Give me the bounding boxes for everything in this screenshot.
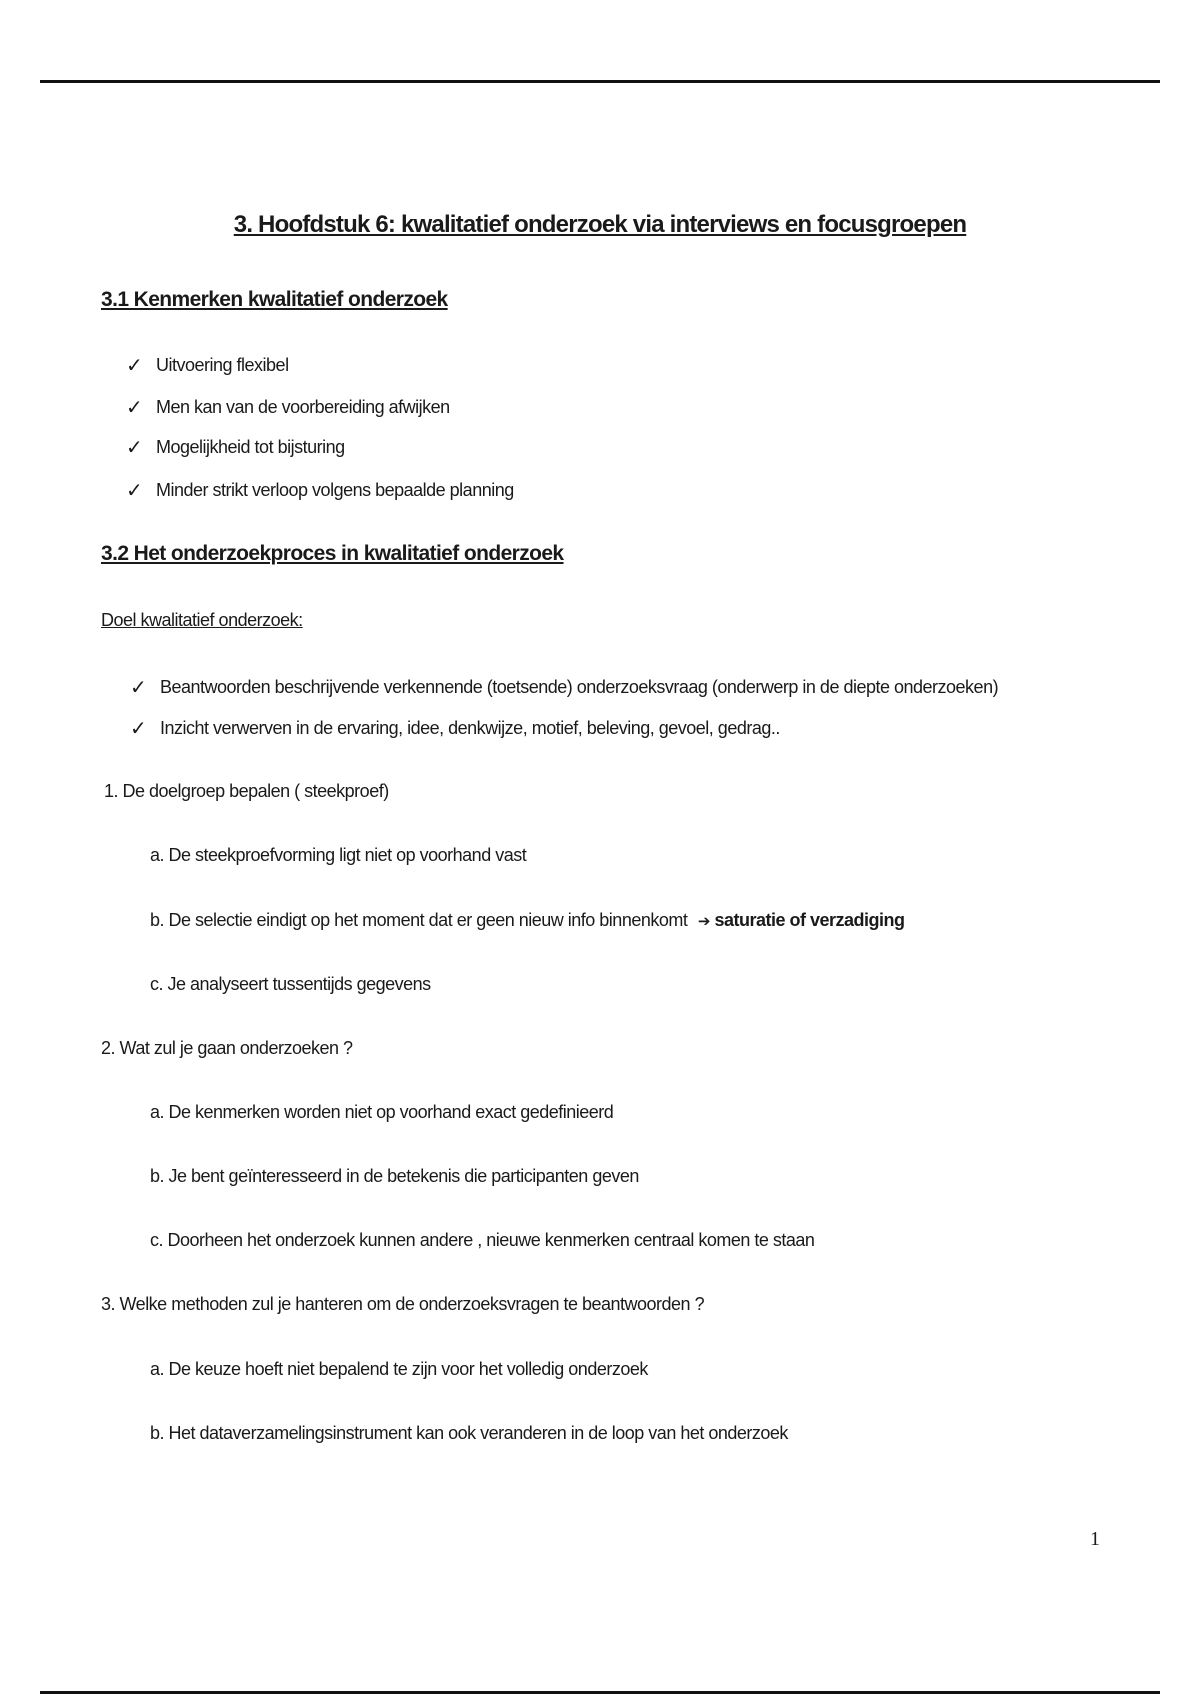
arrow-right-icon: ➔ [697, 913, 710, 930]
list-item: ✓ Men kan van de voorbereiding afwijken [126, 397, 450, 419]
section-heading-3-2: 3.2 Het onderzoekproces in kwalitatief onderzoek [101, 542, 564, 565]
step-heading: 2. Wat zul je gaan onderzoeken ? [101, 1038, 353, 1058]
step-subitem: c. Doorheen het onderzoek kunnen andere , nieuwe kenmerken centraal komen te staan [150, 1230, 815, 1250]
step-heading: 1. De doelgroep bepalen ( steekproef) [104, 781, 389, 801]
page-number: 1 [1090, 1528, 1100, 1550]
checkmark-icon: ✓ [130, 677, 147, 699]
step-heading: 3. Welke methoden zul je hanteren om de onderzoeksvragen te beantwoorden ? [101, 1294, 705, 1314]
checkmark-icon: ✓ [126, 355, 143, 377]
list-item: ✓ Beantwoorden beschrijvende verkennende (toetsende) onderzoeksvraag (onderwerp in de diepte onderzoeken) [130, 677, 999, 699]
section-heading-3-1: 3.1 Kenmerken kwalitatief onderzoek [101, 288, 448, 311]
step-subitem: b. Het dataverzamelingsinstrument kan ook veranderen in de loop van het onderzoek [150, 1423, 788, 1443]
list-item: ✓ Mogelijkheid tot bijsturing [126, 437, 345, 459]
step-subitem: b. Je bent geïnteresseerd in de betekenis die participanten geven [150, 1166, 639, 1186]
checkmark-icon: ✓ [126, 480, 143, 502]
step-subitem: b. De selectie eindigt op het moment dat er geen nieuw info binnenkomt ➔ saturatie of verzadiging [150, 910, 905, 930]
page-title: 3. Hoofdstuk 6: kwalitatief onderzoek via interviews en focusgroepen [233, 211, 967, 238]
goal-label: Doel kwalitatief onderzoek: [101, 610, 303, 630]
checkmark-icon: ✓ [126, 437, 143, 459]
step-subitem: a. De keuze hoeft niet bepalend te zijn voor het volledig onderzoek [150, 1359, 648, 1379]
list-item: ✓ Inzicht verwerven in de ervaring, idee, denkwijze, motief, beleving, gevoel, gedrag.. [130, 718, 780, 740]
list-item: ✓ Minder strikt verloop volgens bepaalde planning [126, 480, 514, 502]
footer-rule [40, 1691, 1160, 1694]
step-subitem: a. De steekproefvorming ligt niet op voorhand vast [150, 845, 527, 865]
list-item: ✓ Uitvoering flexibel [126, 355, 289, 377]
checkmark-icon: ✓ [126, 397, 143, 419]
header-rule [40, 80, 1160, 83]
emphasis-term: saturatie of verzadiging [714, 910, 905, 930]
step-subitem: a. De kenmerken worden niet op voorhand exact gedefinieerd [150, 1102, 614, 1122]
checkmark-icon: ✓ [130, 718, 147, 740]
step-subitem: c. Je analyseert tussentijds gegevens [150, 974, 431, 994]
